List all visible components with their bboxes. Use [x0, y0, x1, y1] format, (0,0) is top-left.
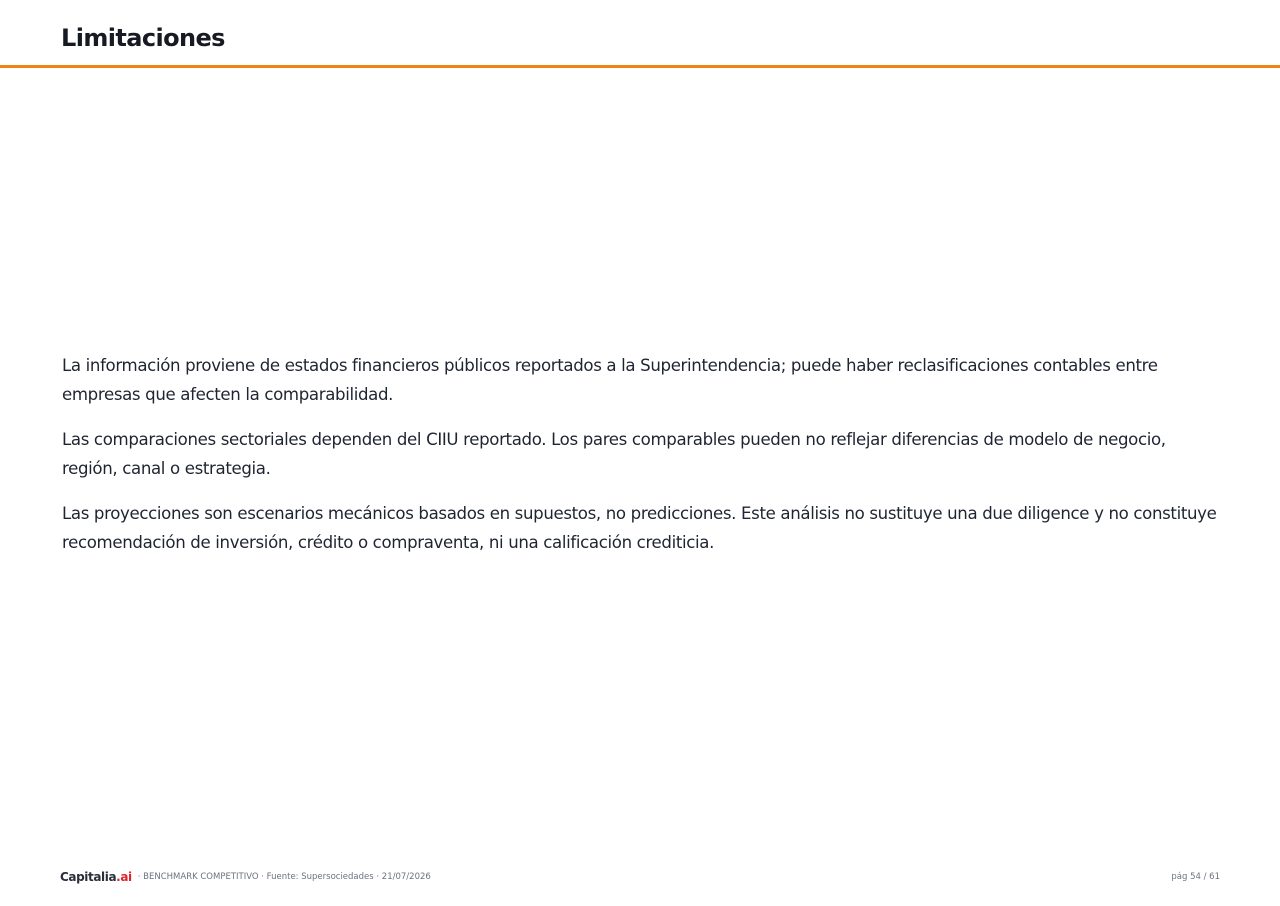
limitations-body	[62, 351, 1220, 573]
paragraph-data-source: La información proviene de estados financieros públicos reportados a la Superintendencia; puede haber reclasificaciones contables entre empresas que afecten la comparabilidad.	[62, 356, 1158, 404]
page-footer	[60, 868, 1220, 886]
paragraph-sector-comparison: Las comparaciones sectoriales dependen del CIIU reportado. Los pares comparables pueden no reflejar diferencias de modelo de negocio, región, canal o estrategia.	[62, 430, 1166, 478]
page-number: pág 54 / 61	[1171, 872, 1220, 882]
page-title: Limitaciones	[61, 24, 225, 52]
brand-name: Capitalia	[60, 870, 117, 884]
paragraph-projections-disclaimer: Las proyecciones son escenarios mecánicos basados en supuestos, no predicciones. Este análisis no sustituye una due diligence y no constituye recomendación de inversión, crédito o compraventa, ni una calificación crediticia.	[62, 504, 1217, 552]
brand-suffix: .ai	[116, 870, 132, 884]
footer-meta: · BENCHMARK COMPETITIVO · Fuente: Supersociedades · 21/07/2026	[137, 872, 431, 882]
brand-logo	[60, 870, 132, 884]
footer-left	[60, 870, 431, 884]
page-header	[0, 0, 1280, 68]
